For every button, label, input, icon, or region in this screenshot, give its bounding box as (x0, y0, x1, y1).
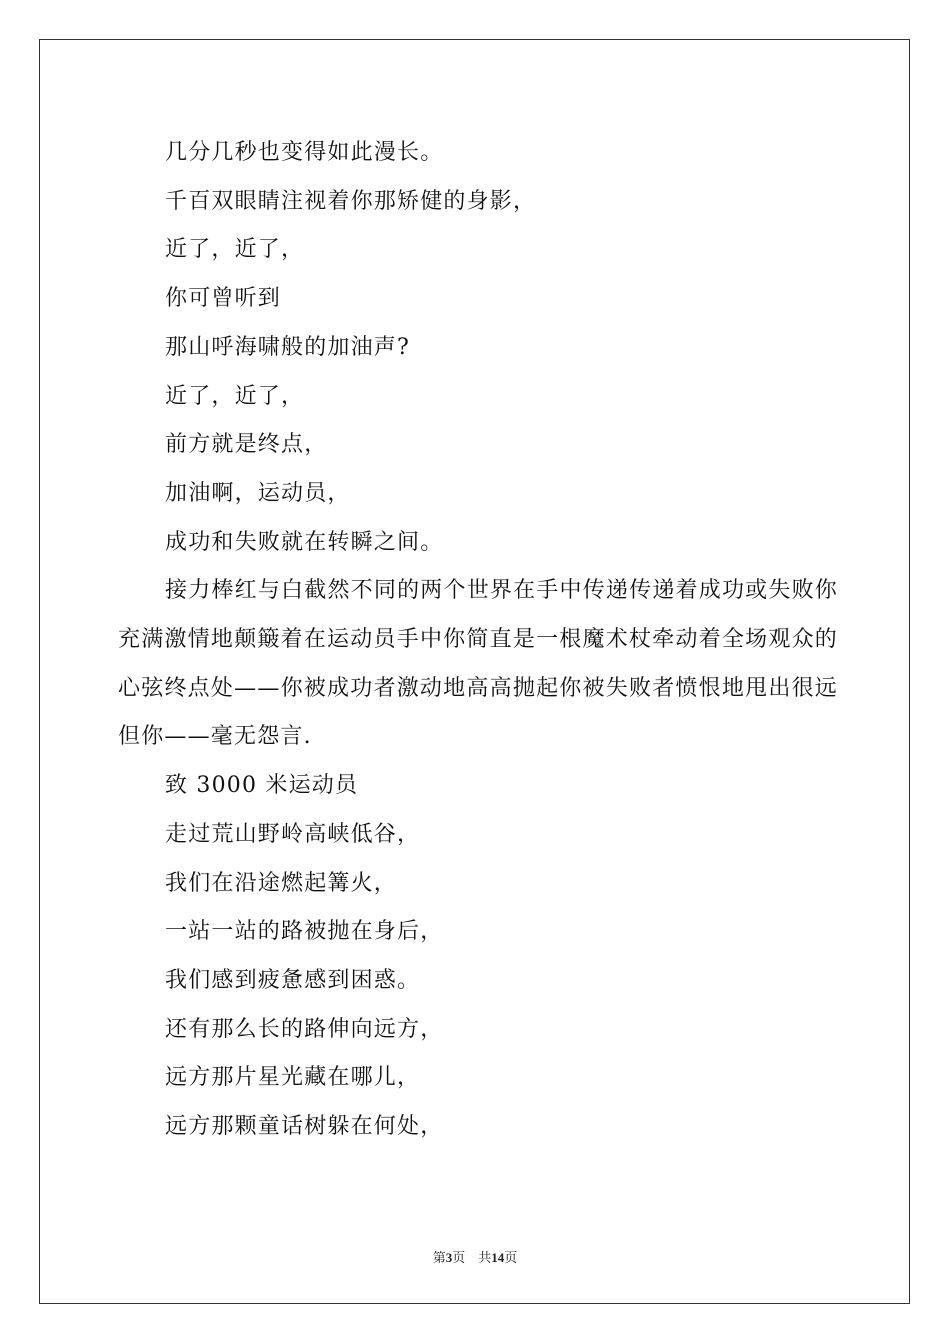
text-line-9: 成功和失败就在转瞬之间。 (165, 529, 444, 555)
page-total-number: 14 (491, 1250, 505, 1265)
text-paragraph-relay-baton: 接力棒红与白截然不同的两个世界在手中传递传递着成功或失败你充满激情地颠簸着在运动员手中你简直是一根魔术杖牵动着全场观众的心弦终点处——你被成功者激动地高高抛起你被失败者愤恨地甩出很远但你——毫无怨言. (118, 578, 838, 750)
text-line-6: 近了，近了， (165, 383, 305, 409)
text-line-16: 还有那么长的路伸向远方， (165, 1016, 444, 1042)
text-line-15: 我们感到疲惫感到困惑。 (165, 967, 421, 993)
page-mid: 页 共 (452, 1250, 492, 1265)
text-line-3: 近了，近了， (165, 237, 305, 263)
text-line-13: 我们在沿途燃起篝火， (165, 870, 398, 896)
page-current-number: 3 (445, 1250, 453, 1265)
text-line-14: 一站一站的路被抛在身后， (165, 919, 444, 945)
text-line-5: 那山呼海啸般的加油声? (165, 334, 410, 360)
text-line-7: 前方就是终点， (165, 432, 328, 458)
text-line-12: 走过荒山野岭高峡低谷， (165, 821, 421, 847)
text-line-18: 远方那颗童话树躲在何处， (165, 1114, 444, 1140)
text-line-2: 千百双眼睛注视着你那矫健的身影， (165, 188, 537, 214)
text-line-1: 几分几秒也变得如此漫长。 (165, 140, 444, 165)
page-footer (0, 1247, 950, 1266)
document-body (118, 129, 838, 1152)
poem-title: 致 3000 米运动员 (165, 773, 359, 799)
page-prefix: 第 (432, 1250, 446, 1265)
text-line-17: 远方那片星光藏在哪儿， (165, 1065, 421, 1091)
text-line-4: 你可曾听到 (165, 286, 282, 312)
text-line-8: 加油啊，运动员， (165, 480, 351, 506)
page-suffix: 页 (504, 1250, 518, 1265)
